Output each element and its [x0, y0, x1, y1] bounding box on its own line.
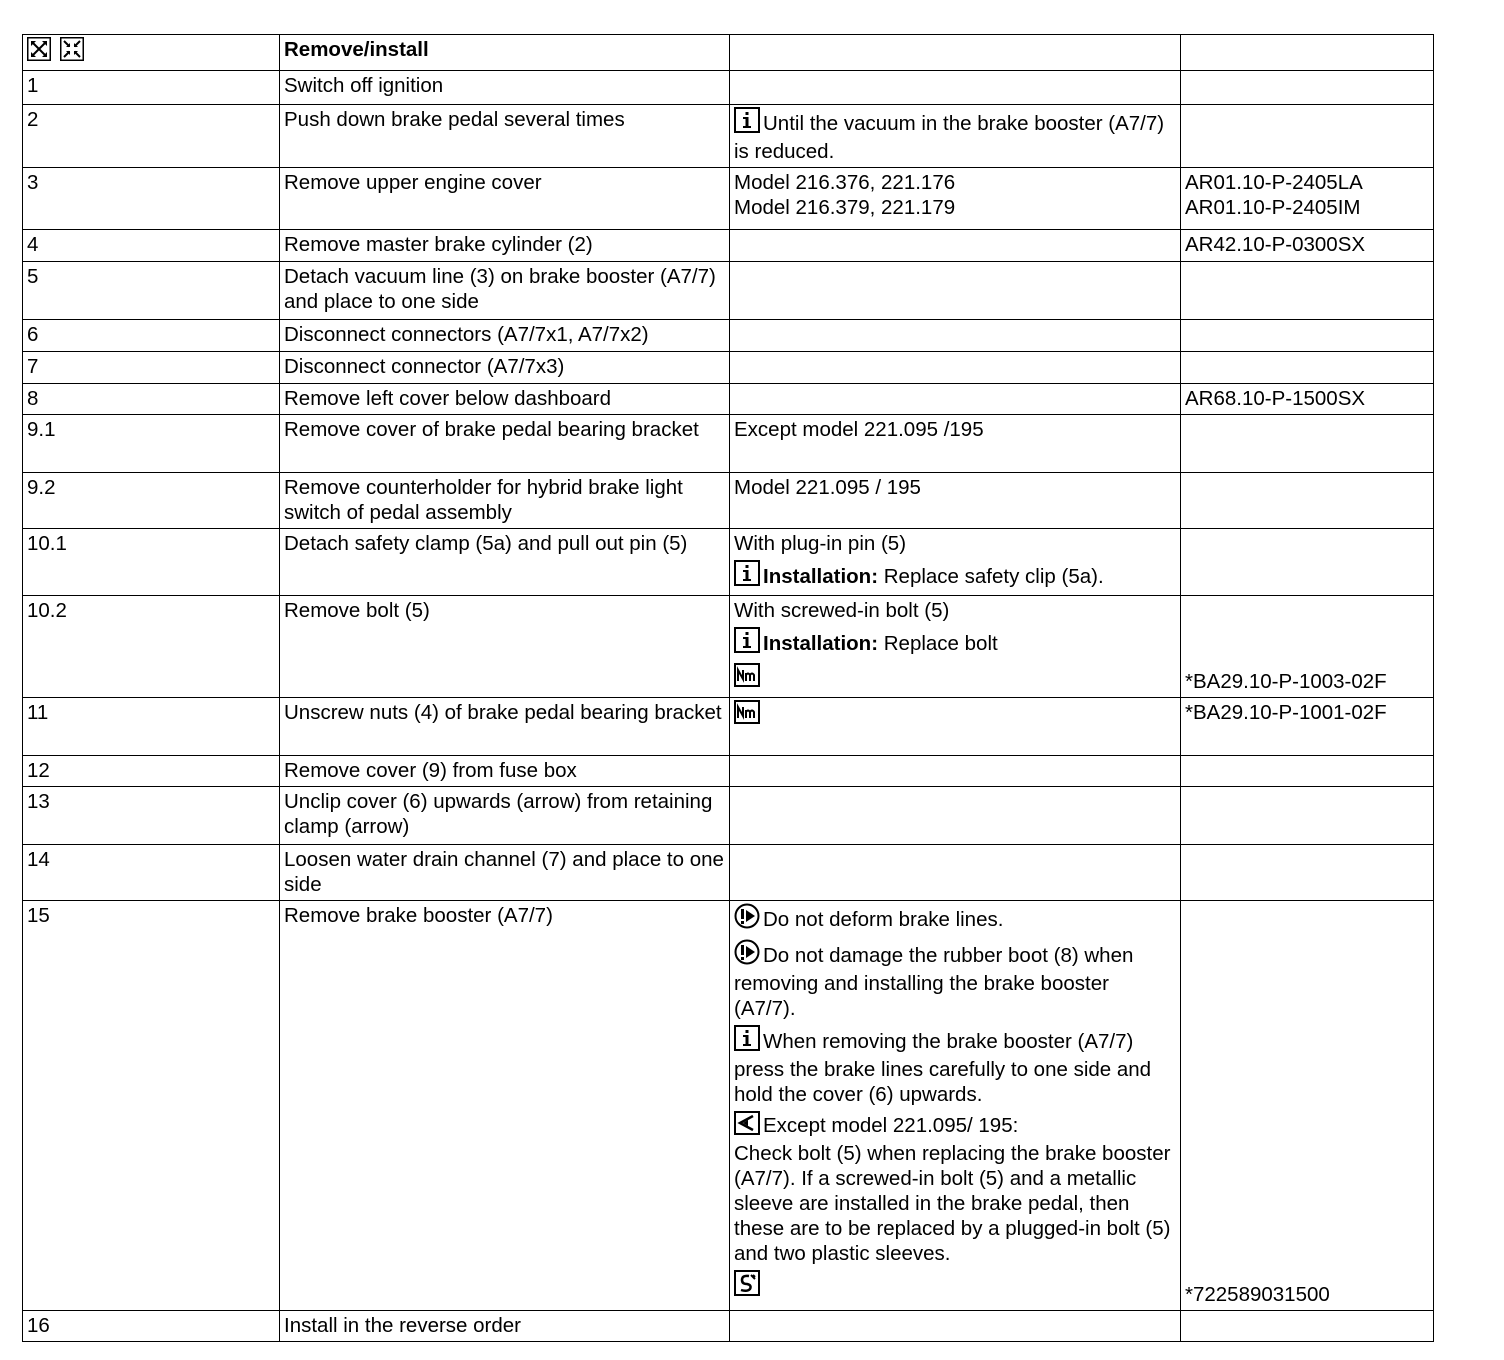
model-line: Model 216.376, 221.176 — [734, 171, 956, 194]
step-notes — [730, 1311, 1181, 1342]
step-notes — [730, 105, 1181, 168]
table-header-row — [23, 35, 1434, 71]
step-reference — [1181, 168, 1434, 230]
warning-icon — [734, 903, 760, 935]
table-row — [23, 845, 1434, 901]
table-row — [23, 415, 1434, 473]
step-number: 10.2 — [23, 596, 280, 698]
info-icon — [734, 1025, 760, 1057]
step-number: 5 — [23, 262, 280, 320]
step-action: Remove cover of brake pedal bearing bracket — [280, 415, 730, 473]
table-row — [23, 352, 1434, 384]
condition-text: With screwed-in bolt (5) — [734, 599, 950, 622]
info-note — [734, 1025, 1175, 1107]
step-reference — [1181, 352, 1434, 384]
step-action: Remove master brake cylinder (2) — [280, 230, 730, 262]
table-row — [23, 698, 1434, 756]
special-tool-icon[interactable] — [734, 1270, 760, 1302]
step-number: 8 — [23, 384, 280, 415]
step-reference — [1181, 529, 1434, 596]
step-reference — [1181, 473, 1434, 529]
step-reference[interactable]: AR42.10-P-0300SX — [1181, 230, 1434, 262]
step-number: 11 — [23, 698, 280, 756]
table-row — [23, 71, 1434, 105]
step-notes — [730, 352, 1181, 384]
table-row — [23, 596, 1434, 698]
step-reference — [1181, 787, 1434, 845]
warning-text: Do not deform brake lines. — [763, 908, 1004, 931]
step-action: Remove upper engine cover — [280, 168, 730, 230]
table-row — [23, 384, 1434, 415]
model-line: Model 216.379, 221.179 — [734, 196, 956, 219]
installation-note — [734, 627, 1175, 659]
step-number: 9.1 — [23, 415, 280, 473]
step-reference — [1181, 901, 1434, 1311]
step-notes — [730, 320, 1181, 352]
step-reference[interactable]: AR68.10-P-1500SX — [1181, 384, 1434, 415]
step-reference — [1181, 756, 1434, 787]
step-number: 1 — [23, 71, 280, 105]
step-reference — [1181, 845, 1434, 901]
step-notes — [730, 384, 1181, 415]
table-row — [23, 473, 1434, 529]
step-notes — [730, 756, 1181, 787]
step-action: Remove counterholder for hybrid brake light switch of pedal assembly — [280, 473, 730, 529]
installation-note — [734, 560, 1175, 592]
step-reference — [1181, 105, 1434, 168]
table-row — [23, 1311, 1434, 1342]
step-action: Disconnect connector (A7/7x3) — [280, 352, 730, 384]
installation-label: Installation: — [763, 632, 879, 655]
condition-text: With plug-in pin (5) — [734, 532, 907, 555]
header-empty-cell — [1181, 35, 1434, 71]
torque-nm-icon[interactable] — [734, 663, 760, 693]
step-notes — [730, 168, 1181, 230]
header-icons-cell — [23, 35, 280, 71]
warning-note — [734, 903, 1175, 935]
step-number: 9.2 — [23, 473, 280, 529]
torque-nm-icon[interactable] — [734, 700, 760, 730]
step-action: Unclip cover (6) upwards (arrow) from retaining clamp (arrow) — [280, 787, 730, 845]
step-notes: Except model 221.095 /195 — [730, 415, 1181, 473]
step-notes — [730, 596, 1181, 698]
step-notes — [730, 845, 1181, 901]
step-number: 16 — [23, 1311, 280, 1342]
installation-label: Installation: — [763, 565, 879, 588]
info-icon — [734, 560, 760, 592]
step-action: Loosen water drain channel (7) and place to one side — [280, 845, 730, 901]
table-row — [23, 168, 1434, 230]
collapse-icon[interactable] — [60, 37, 84, 67]
step-number: 4 — [23, 230, 280, 262]
table-row — [23, 230, 1434, 262]
installation-text: Replace safety clip (5a). — [883, 565, 1104, 588]
step-number: 6 — [23, 320, 280, 352]
step-notes — [730, 529, 1181, 596]
reference-link[interactable]: AR01.10-P-2405LA — [1185, 171, 1363, 194]
step-number: 2 — [23, 105, 280, 168]
step-number: 14 — [23, 845, 280, 901]
step-reference — [1181, 1311, 1434, 1342]
step-action: Detach safety clamp (5a) and pull out pin (5) — [280, 529, 730, 596]
table-row — [23, 105, 1434, 168]
step-notes: Model 221.095 / 195 — [730, 473, 1181, 529]
step-action: Unscrew nuts (4) of brake pedal bearing bracket — [280, 698, 730, 756]
check-text: Check bolt (5) when replacing the brake booster (A7/7). If a screwed-in bolt (5) and a metallic sleeve are installed in the brake pedal, then these are to be replaced by a plugged-in bolt (5) and two plastic sleeves. — [734, 1142, 1171, 1265]
step-action: Push down brake pedal several times — [280, 105, 730, 168]
installation-text: Replace bolt — [883, 632, 998, 655]
table-row — [23, 529, 1434, 596]
info-icon — [734, 627, 760, 659]
procedure-table — [22, 34, 1434, 1342]
header-empty-cell — [730, 35, 1181, 71]
step-reference — [1181, 71, 1434, 105]
step-notes — [730, 262, 1181, 320]
reference-link[interactable]: *722589031500 — [1185, 1283, 1330, 1306]
info-icon — [734, 107, 760, 139]
step-action: Install in the reverse order — [280, 1311, 730, 1342]
step-action: Remove left cover below dashboard — [280, 384, 730, 415]
header-title: Remove/install — [280, 35, 730, 71]
reference-link[interactable]: *BA29.10-P-1003-02F — [1185, 670, 1387, 693]
step-action: Disconnect connectors (A7/7x1, A7/7x2) — [280, 320, 730, 352]
step-notes — [730, 698, 1181, 756]
warning-note — [734, 939, 1175, 1021]
info-text: When removing the brake booster (A7/7) press the brake lines carefully to one side and hold the cover (6) upwards. — [734, 1030, 1152, 1106]
step-number: 15 — [23, 901, 280, 1311]
step-action: Remove brake booster (A7/7) — [280, 901, 730, 1311]
table-row — [23, 320, 1434, 352]
step-notes — [730, 787, 1181, 845]
step-number: 13 — [23, 787, 280, 845]
table-row — [23, 262, 1434, 320]
check-note — [734, 1111, 1175, 1266]
check-title: Except model 221.095/ 195: — [763, 1114, 1019, 1137]
step-reference — [1181, 262, 1434, 320]
step-action: Switch off ignition — [280, 71, 730, 105]
reference-link[interactable]: AR01.10-P-2405IM — [1185, 196, 1361, 219]
info-note-text: Until the vacuum in the brake booster (A7/7) is reduced. — [734, 112, 1165, 163]
check-icon — [734, 1111, 760, 1141]
table-row — [23, 901, 1434, 1311]
step-reference — [1181, 415, 1434, 473]
step-number: 3 — [23, 168, 280, 230]
step-action: Remove cover (9) from fuse box — [280, 756, 730, 787]
step-reference — [1181, 320, 1434, 352]
step-reference[interactable]: *BA29.10-P-1001-02F — [1181, 698, 1434, 756]
step-number: 7 — [23, 352, 280, 384]
table-row — [23, 756, 1434, 787]
expand-icon[interactable] — [27, 37, 51, 67]
step-notes — [730, 901, 1181, 1311]
step-reference — [1181, 596, 1434, 698]
step-number: 10.1 — [23, 529, 280, 596]
step-notes — [730, 230, 1181, 262]
step-number: 12 — [23, 756, 280, 787]
table-row — [23, 787, 1434, 845]
step-action: Detach vacuum line (3) on brake booster (A7/7) and place to one side — [280, 262, 730, 320]
warning-icon — [734, 939, 760, 971]
step-action: Remove bolt (5) — [280, 596, 730, 698]
step-notes — [730, 71, 1181, 105]
warning-text: Do not damage the rubber boot (8) when removing and installing the brake booster (A7/7). — [734, 944, 1134, 1020]
